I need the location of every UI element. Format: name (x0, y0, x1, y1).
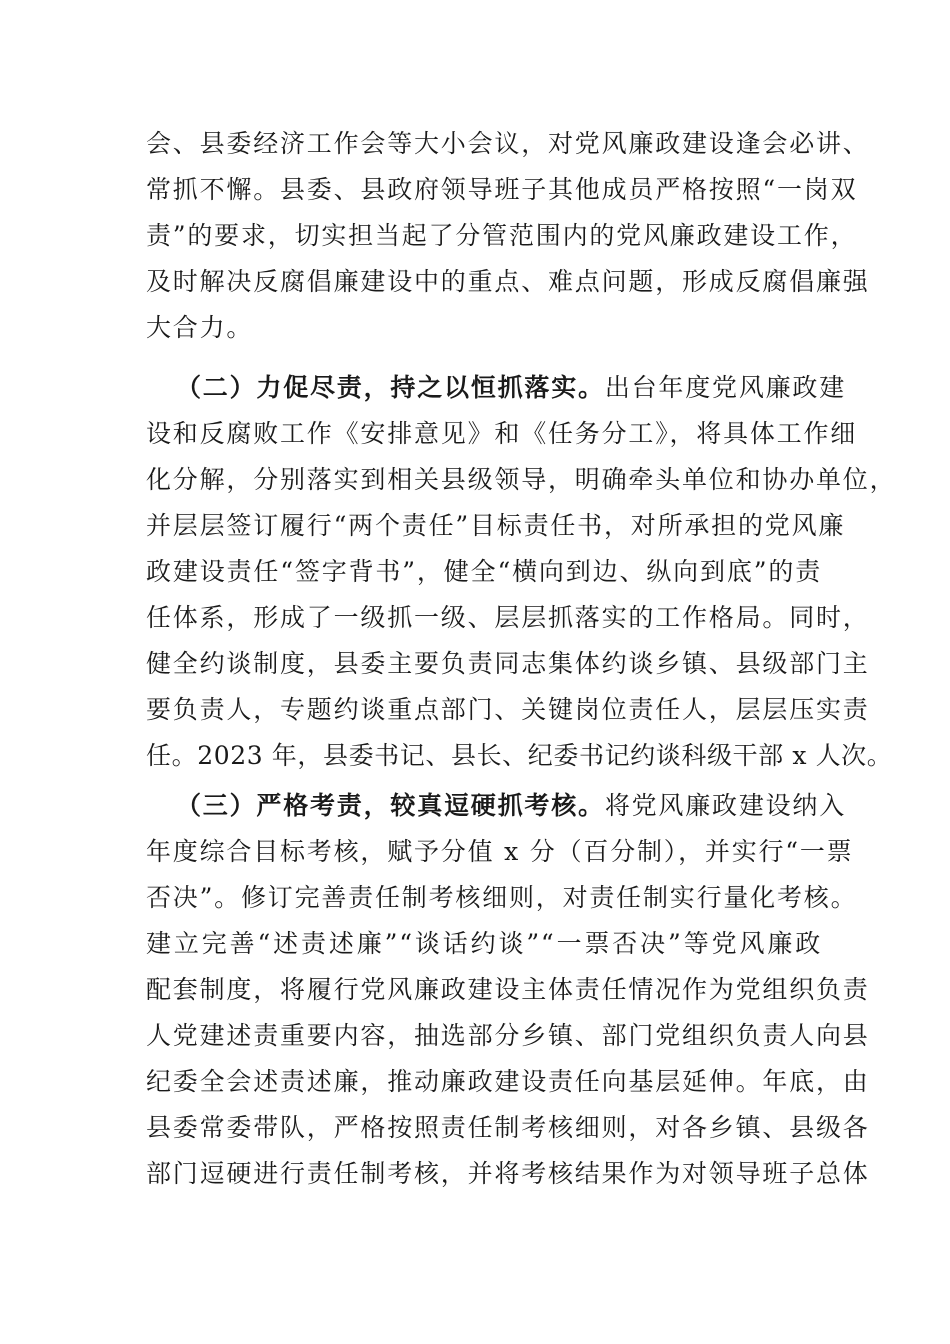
paragraph-2-line-9: 任。2023 年，县委书记、县长、纪委书记约谈科级干部 x 人次。 (146, 741, 893, 770)
paragraph-3-line-5: 配套制度，将履行党风廉政建设主体责任情况作为党组织负责 (146, 975, 870, 1004)
paragraph-3-line-7: 纪委全会述责述廉，推动廉政建设责任向基层延伸。年底，由 (146, 1067, 870, 1096)
paragraph-1-line-2: 常抓不懈。县委、县政府领导班子其他成员严格按照“一岗双 (146, 175, 858, 204)
paragraph-1-line-4: 及时解决反腐倡廉建设中的重点、难点问题，形成反腐倡廉强 (146, 267, 870, 296)
paragraph-3-line-3: 否决”。修订完善责任制考核细则，对责任制实行量化考核。 (146, 883, 858, 912)
paragraph-2-line-8: 要负责人，专题约谈重点部门、关键岗位责任人，层层压实责 (146, 695, 870, 724)
paragraph-2-line-2: 设和反腐败工作《安排意见》和《任务分工》，将具体工作细 (146, 419, 858, 448)
paragraph-3-first-line-text: 将党风廉政建设纳入 (604, 791, 847, 820)
paragraph-2-first-line-text: 出台年度党风廉政建 (604, 373, 847, 402)
paragraph-3-line-2: 年度综合目标考核，赋予分值 x 分（百分制），并实行“一票 (146, 837, 854, 866)
paragraph-2-line-7: 健全约谈制度，县委主要负责同志集体约谈乡镇、县级部门主 (146, 649, 870, 678)
paragraph-2-line-5: 政建设责任“签字背书”，健全“横向到边、纵向到底”的责 (146, 557, 822, 586)
paragraph-1-line-1: 会、县委经济工作会等大小会议，对党风廉政建设逢会必讲、 (146, 129, 870, 158)
paragraph-3-first-line (176, 783, 846, 829)
paragraph-2-line-6: 任体系，形成了一级抓一级、层层抓落实的工作格局。同时， (146, 603, 870, 632)
paragraph-2-line-4: 并层层签订履行“两个责任”目标责任书，对所承担的党风廉 (146, 511, 846, 540)
paragraph-3-line-9: 部门逗硬进行责任制考核，并将考核结果作为对领导班子总体 (146, 1159, 870, 1188)
section-heading-3: （三）严格考责，较真逗硬抓考核。 (176, 791, 605, 820)
paragraph-1-line-3: 责”的要求，切实担当起了分管范围内的党风廉政建设工作， (146, 221, 858, 250)
section-heading-2: （二）力促尽责，持之以恒抓落实。 (176, 373, 605, 402)
paragraph-2-first-line (176, 365, 846, 411)
paragraph-1-line-5: 大合力。 (146, 313, 254, 342)
paragraph-2-line-3: 化分解，分别落实到相关县级领导，明确牵头单位和协办单位， (146, 465, 897, 494)
paragraph-3-line-4: 建立完善“述责述廉”“谈话约谈”“一票否决”等党风廉政 (146, 929, 822, 958)
paragraph-3-line-6: 人党建述责重要内容，抽选部分乡镇、部门党组织负责人向县 (146, 1021, 870, 1050)
paragraph-3-line-8: 县委常委带队，严格按照责任制考核细则，对各乡镇、县级各 (146, 1113, 870, 1142)
